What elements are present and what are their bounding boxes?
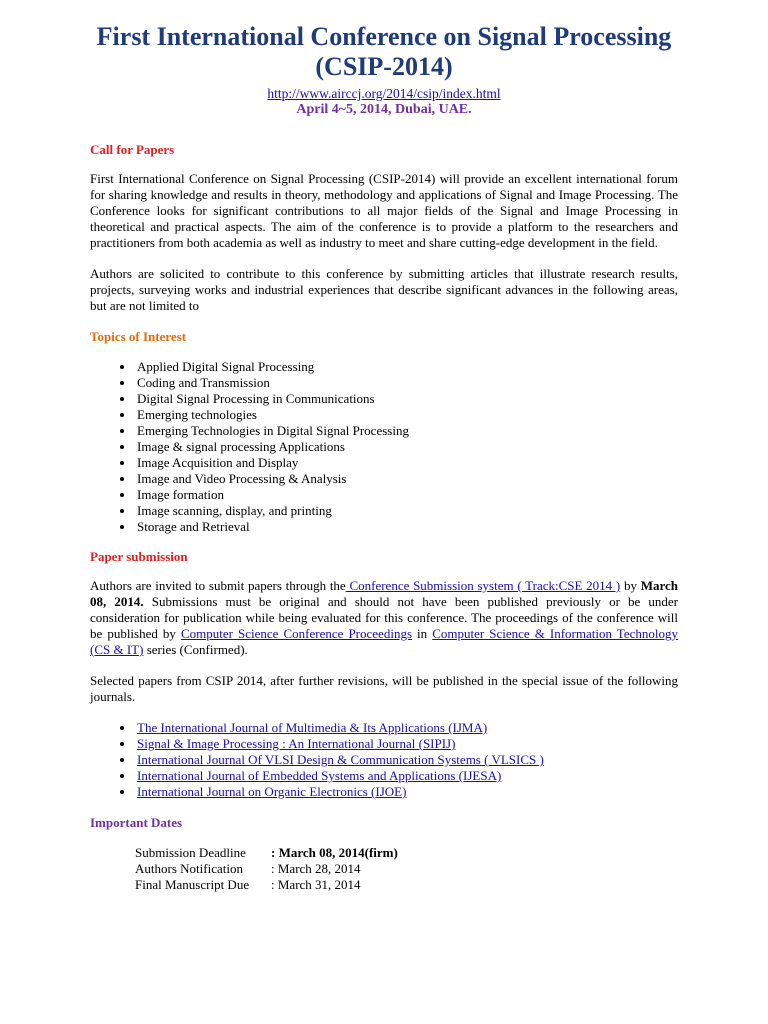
submission-text-4: in bbox=[412, 626, 433, 641]
list-item: • Storage and Retrieval bbox=[135, 519, 678, 535]
list-item bbox=[135, 784, 678, 800]
important-dates-heading: Important Dates bbox=[90, 815, 183, 830]
dates-label: Submission Deadline bbox=[135, 845, 246, 860]
paper-submission-heading: Paper submission bbox=[90, 549, 188, 564]
list-item: • Emerging Technologies in Digital Signal Processing bbox=[135, 423, 678, 439]
topics-heading: Topics of Interest bbox=[90, 329, 187, 344]
proceedings-link[interactable]: Computer Science Conference Proceedings bbox=[180, 626, 412, 641]
intro-paragraph: First International Conference on Signal Processing (CSIP-2014) will provide an excellent international forum for sharing knowledge and results in theory, methodology and applications of Signal and Image Processing. The Conference looks for significant contributions to all major fields of the Signal and Image Processing in theoretical and practical aspects. The aim of the conference is to provide a platform to the researchers and practitioners from both academia as well as industry to meet and share cutting-edge development in the field. bbox=[90, 171, 678, 250]
dates-value: : March 31, 2014 bbox=[271, 877, 361, 892]
list-item bbox=[135, 752, 678, 768]
dates-label: Final Manuscript Due bbox=[135, 877, 250, 892]
list-item: • Coding and Transmission bbox=[135, 375, 678, 391]
list-item: • Image Acquisition and Display bbox=[135, 455, 678, 471]
list-item bbox=[135, 768, 678, 784]
dates-label: Authors Notification bbox=[135, 861, 243, 876]
list-item: • Image formation bbox=[135, 487, 678, 503]
list-item: • Digital Signal Processing in Communications bbox=[135, 391, 678, 407]
conference-title bbox=[90, 22, 678, 82]
important-dates-table bbox=[135, 845, 678, 893]
dates-value: : March 08, 2014(firm) bbox=[271, 845, 398, 860]
list-item: • Image and Video Processing & Analysis bbox=[135, 471, 678, 487]
dates-row-submission bbox=[135, 845, 678, 861]
submission-text-5: series (Confirmed). bbox=[143, 642, 248, 657]
journal-link-ijesa[interactable]: International Journal of Embedded Systems and Applications (IJESA) bbox=[137, 768, 502, 783]
conference-url-link[interactable]: http://www.airccj.org/2014/csip/index.html bbox=[267, 86, 501, 101]
cs-it-series-link[interactable]: Computer Science & Information Technology (CS & IT) bbox=[90, 626, 678, 657]
list-item: • Applied Digital Signal Processing bbox=[135, 359, 678, 375]
dates-value: : March 28, 2014 bbox=[271, 861, 361, 876]
list-item: • Image scanning, display, and printing bbox=[135, 503, 678, 519]
call-for-papers-heading: Call for Papers bbox=[90, 142, 175, 157]
selected-papers-paragraph: Selected papers from CSIP 2014, after further revisions, will be published in the special issue of the following journals. bbox=[90, 673, 678, 704]
list-item: • Image & signal processing Applications bbox=[135, 439, 678, 455]
submission-text-3: Submissions must be original and should not have been published previously or be under consideration for publication while being evaluated for this conference. The proceedings of the conference will be published by bbox=[90, 594, 679, 641]
submission-paragraph bbox=[90, 578, 678, 658]
journal-link-vlsics[interactable]: International Journal Of VLSI Design & Communication Systems ( VLSICS ) bbox=[137, 752, 544, 767]
journal-link-ijma[interactable]: The International Journal of Multimedia & Its Applications (IJMA) bbox=[137, 720, 488, 735]
title-line-2: (CSIP-2014) bbox=[315, 52, 453, 81]
submission-text-1: Authors are invited to submit papers through the bbox=[90, 578, 346, 593]
conference-date-location: April 4~5, 2014, Dubai, UAE. bbox=[296, 102, 472, 117]
title-line-1: First International Conference on Signal Processing bbox=[96, 22, 672, 51]
conference-submission-link[interactable]: Conference Submission system ( Track:CSE 2014 ) bbox=[345, 578, 621, 593]
submission-deadline-inline: March 08, 2014. bbox=[90, 578, 679, 609]
conference-url-line bbox=[90, 86, 678, 102]
document-page bbox=[90, 22, 678, 893]
submission-text-2: by bbox=[620, 578, 641, 593]
dates-row-final bbox=[135, 877, 678, 893]
list-item bbox=[135, 720, 678, 736]
journal-link-ijoe[interactable]: International Journal on Organic Electronics (IJOE) bbox=[137, 784, 407, 799]
journal-link-sipij[interactable]: Signal & Image Processing : An International Journal (SIPIJ) bbox=[137, 736, 456, 751]
authors-solicited-paragraph: Authors are solicited to contribute to this conference by submitting articles that illustrate research results, projects, surveying works and industrial experiences that describe significant advances in the following areas, but are not limited to bbox=[90, 266, 678, 313]
dates-row-notification bbox=[135, 861, 678, 877]
list-item: • Emerging technologies bbox=[135, 407, 678, 423]
topics-list bbox=[90, 359, 678, 535]
list-item bbox=[135, 736, 678, 752]
journals-list bbox=[90, 720, 678, 800]
